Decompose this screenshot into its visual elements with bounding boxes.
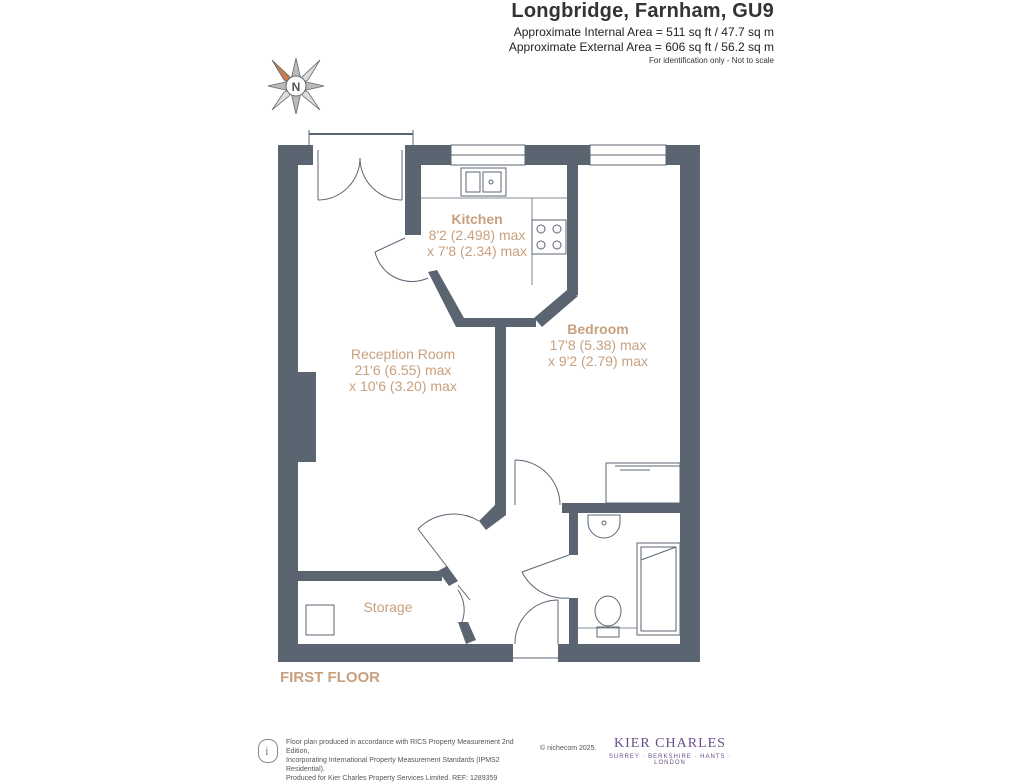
cylinder-cupboard-icon [306, 605, 334, 635]
footer-line-3: Produced for Kier Charles Property Services Limited. REF: 1289359 [286, 775, 498, 782]
footer-disclaimer [286, 738, 536, 783]
page-title: Longbridge, Farnham, GU9 [511, 0, 774, 22]
bathroom-door-icon [522, 555, 569, 598]
basin-icon [588, 515, 620, 538]
brand-name: KIER CHARLES [614, 736, 726, 751]
footer-line-2: Incorporating International Property Measurement Standards (IPMS2 Residential). [286, 757, 500, 773]
kitchen-label: Kitchen [451, 211, 503, 227]
footer-line-1: Floor plan produced in accordance with RICS Property Measurement 2nd Edition, [286, 739, 514, 755]
sink-icon [461, 168, 506, 196]
internal-area-text: Approximate Internal Area = 511 sq ft / 47.7 sq m [513, 25, 774, 39]
compass-label: N [291, 80, 301, 94]
french-door-icon [309, 130, 413, 200]
compass-icon [268, 58, 324, 114]
kitchen-dim1: 8'2 (2.498) max [428, 227, 526, 243]
info-icon [258, 739, 278, 763]
bath-icon [637, 543, 680, 635]
reception-label: Reception Room [350, 346, 456, 362]
kitchen-dim2: x 7'8 (2.34) max [427, 243, 527, 259]
copyright-text: © nichecom 2025. [540, 745, 597, 752]
reception-dim1: 21'6 (6.55) max [354, 362, 452, 378]
bedroom-dim1: 17'8 (5.38) max [549, 337, 647, 353]
wardrobe-icon [606, 463, 680, 503]
bedroom-door-icon [515, 460, 560, 505]
entrance-door-icon [513, 600, 558, 658]
hob-icon [532, 220, 566, 254]
storage-label: Storage [363, 599, 413, 615]
brand-logo [608, 736, 732, 768]
bedroom-dim2: x 9'2 (2.79) max [548, 353, 648, 369]
kitchen-door-icon [375, 238, 428, 282]
brand-regions: SURREY · BERKSHIRE · HANTS · LONDON [608, 754, 732, 766]
reception-dim2: x 10'6 (3.20) max [349, 378, 457, 394]
scale-note: For identification only - Not to scale [649, 56, 774, 65]
floor-label: FIRST FLOOR [280, 669, 380, 686]
reception-door-icon [418, 514, 479, 568]
bedroom-label: Bedroom [567, 321, 629, 337]
external-area-text: Approximate External Area = 606 sq ft / 56.2 sq m [508, 40, 774, 54]
toilet-icon [595, 596, 621, 637]
storage-door-icon [458, 585, 470, 622]
